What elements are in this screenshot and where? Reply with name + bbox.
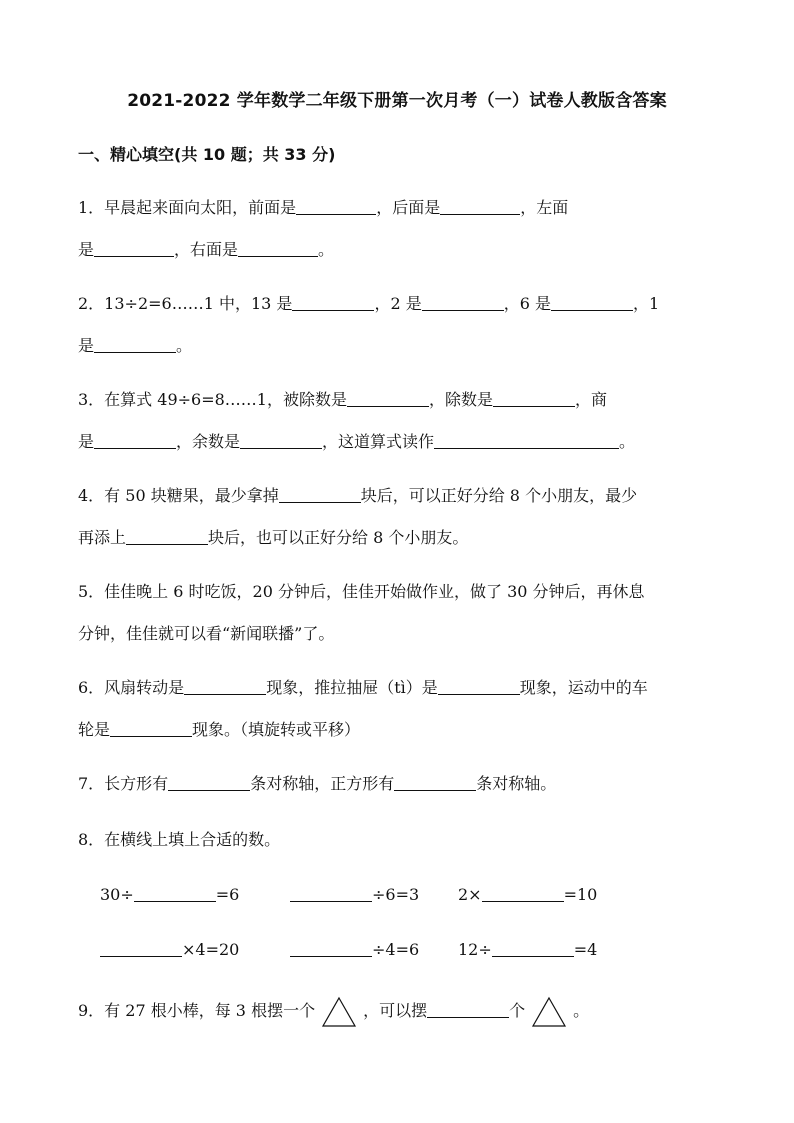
question-5-line-2: 分钟，佳佳就可以看“新闻联播”了。 <box>78 624 335 643</box>
equation-div-6: ÷6=3 <box>290 885 419 905</box>
answer-blank[interactable] <box>94 432 176 449</box>
answer-blank[interactable] <box>440 198 520 215</box>
question-9: 9．有 27 根小棒，每 3 根摆一个 ，可以摆 个 。 <box>78 996 589 1028</box>
answer-blank[interactable] <box>492 940 574 957</box>
question-5-line-1: 5．佳佳晚上 6 时吃饭，20 分钟后，佳佳开始做作业，做了 30 分钟后，再休息 <box>78 582 645 601</box>
answer-blank[interactable] <box>279 486 361 503</box>
answer-blank[interactable] <box>290 885 372 902</box>
answer-blank[interactable] <box>110 720 192 737</box>
answer-blank[interactable] <box>292 294 374 311</box>
question-6-line-2: 轮是 现象。（填旋转或平移） <box>78 720 361 739</box>
answer-blank[interactable] <box>438 678 520 695</box>
question-3-line-1: 3．在算式 49÷6=8……1，被除数是 ，除数是 ，商 <box>78 390 608 409</box>
equation-30-div: 30÷ =6 <box>100 885 240 904</box>
question-3-line-2: 是 ，余数是 ，这道算式读作 。 <box>78 432 636 451</box>
answer-blank[interactable] <box>240 432 322 449</box>
page-title: 2021-2022 学年数学二年级下册第一次月考（一）试卷人教版含答案 <box>127 91 667 111</box>
question-1-line-1: 1．早晨起来面向太阳，前面是 ，后面是 ，左面 <box>78 198 569 217</box>
answer-blank[interactable] <box>427 1001 509 1018</box>
answer-blank[interactable] <box>184 678 266 695</box>
question-7: 7．长方形有 条对称轴，正方形有 条对称轴。 <box>78 774 557 793</box>
equation-times-4: ×4=20 <box>100 940 239 960</box>
answer-blank[interactable] <box>493 390 575 407</box>
triangle-icon <box>531 996 567 1028</box>
question-8: 8．在横线上填上合适的数。 <box>78 830 281 849</box>
answer-blank[interactable] <box>134 885 216 902</box>
answer-blank[interactable] <box>168 774 250 791</box>
question-2-line-1: 2．13÷2=6……1 中，13 是 ，2 是 ，6 是 ，1 <box>78 294 660 313</box>
answer-blank[interactable] <box>296 198 376 215</box>
equation-12-div: 12÷ =4 <box>458 940 598 959</box>
answer-blank[interactable] <box>126 528 208 545</box>
question-4-line-2: 再添上 块后，也可以正好分给 8 个小朋友。 <box>78 528 469 547</box>
question-1-line-2: 是 ，右面是 。 <box>78 240 335 259</box>
answer-blank[interactable] <box>482 885 564 902</box>
question-2-line-2: 是 。 <box>78 336 193 355</box>
answer-blank[interactable] <box>394 774 476 791</box>
answer-blank[interactable] <box>434 432 619 449</box>
section-heading: 一、精心填空(共 10 题；共 33 分) <box>78 145 336 164</box>
answer-blank[interactable] <box>100 940 182 957</box>
answer-blank[interactable] <box>290 940 372 957</box>
equation-2-times: 2× =10 <box>458 885 598 904</box>
answer-blank[interactable] <box>347 390 429 407</box>
question-6-line-1: 6．风扇转动是 现象，推拉抽屉（tì）是 现象，运动中的车 <box>78 678 648 697</box>
answer-blank[interactable] <box>238 240 318 257</box>
equation-div-4: ÷4=6 <box>290 940 419 960</box>
triangle-icon <box>321 996 357 1028</box>
answer-blank[interactable] <box>551 294 633 311</box>
answer-blank[interactable] <box>94 336 176 353</box>
answer-blank[interactable] <box>422 294 504 311</box>
question-4-line-1: 4．有 50 块糖果，最少拿掉 块后，可以正好分给 8 个小朋友，最少 <box>78 486 638 505</box>
answer-blank[interactable] <box>94 240 174 257</box>
